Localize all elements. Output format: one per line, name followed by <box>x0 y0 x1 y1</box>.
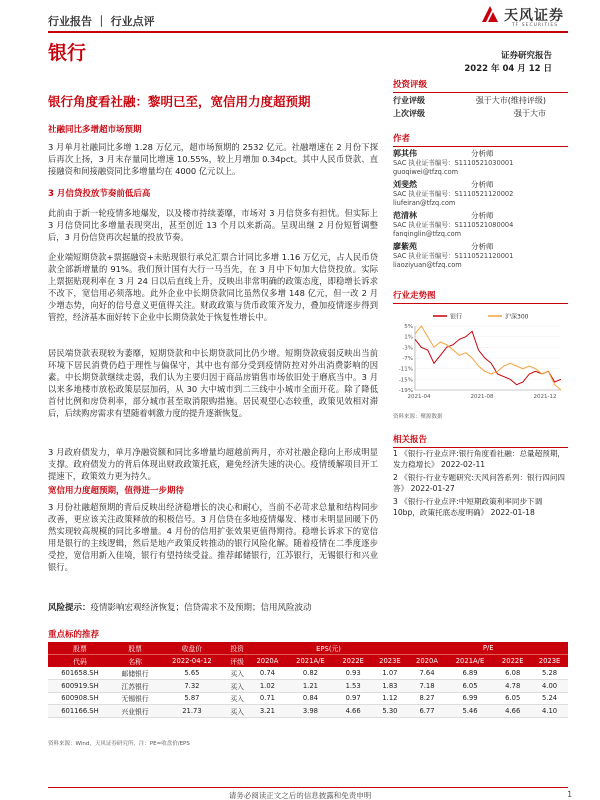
industry-trend-chart <box>393 310 568 405</box>
table-row <box>48 680 568 693</box>
rating-key: 上次评级 <box>393 109 425 118</box>
table-cell: 江苏银行 <box>112 680 158 693</box>
table-subheader: 2022E <box>335 655 372 668</box>
table-cell: 5.46 <box>446 705 495 718</box>
related-report-link[interactable]: 1 《银行-行业点评:银行角度看社融：总量超预期，发力稳增长》 2022-02-11 <box>393 449 566 469</box>
rating-value: 强于大市 <box>514 109 546 118</box>
table-cell: 5.65 <box>158 667 225 680</box>
paragraph: 此前由于新一轮疫情多地爆发，以及楼市持续萎靡，市场对 3 月信贷多有担忧。但实际上 3 月信贷同比多增量表现突出，甚至创近 13 个月以来新高。呈现出继 2 月份短暂调整后，3 月份信贷再次起量的投放节奏。 <box>48 208 378 243</box>
analyst-card <box>393 149 568 177</box>
analyst-cert: SAC 执业证书编号：S1110521120002 <box>393 190 514 198</box>
rating-row <box>393 108 568 120</box>
table-cell: 0.74 <box>249 667 286 680</box>
analyst-name: 范清林 <box>393 211 417 220</box>
chart-heading: 行业走势图 <box>393 289 568 304</box>
analyst-name: 刘斐然 <box>393 180 417 189</box>
analyst-card <box>393 211 568 239</box>
legend-label: 沪深300 <box>505 313 529 321</box>
y-tick-label: 5% <box>404 324 413 330</box>
table-subheader: 2021A/E <box>286 655 335 668</box>
table-cell: 4.10 <box>531 705 568 718</box>
table-cell: 6.77 <box>408 705 445 718</box>
x-tick-label: 2021-04 <box>407 394 431 400</box>
table-cell: 21.73 <box>158 705 225 718</box>
chart-source: 资料来源：聚源数据 <box>393 414 443 420</box>
y-tick-label: 1% <box>404 334 413 341</box>
rating-value: 强于大市(维持评级) <box>475 96 546 105</box>
analyst-role: 分析师 <box>471 242 494 251</box>
table-note: 资料来源：Wind，天风证券研究所，注：PE=收盘价/EPS <box>48 741 190 747</box>
table-subheader: 2020A <box>249 655 286 668</box>
logo-mark-icon <box>480 4 500 24</box>
table-cell: 4.66 <box>494 705 531 718</box>
analyst-card <box>393 180 568 208</box>
section-title: 宽信用力度超预期，值得进一步期待 <box>48 486 185 496</box>
x-tick-label: 2021-08 <box>470 394 494 400</box>
table-cell: 1.12 <box>372 692 409 705</box>
paragraph: 企业端短期贷款+票据融资+未贴现银行承兑汇票合计同比多增 1.16 万亿元，占人民币贷款全部新增量的 91%。我们预计国有大行一马当先，在 3 月中下旬加大信贷投放。实际上票据贴现利率在 3 月 24 日以后直线上升，反映出非常明确的政策态度，即稳增长诉求不改下，宽信用必须落地。此外企业中长期贷款同比虽然仅多增 148 亿元，但一改 2 月少增态势，向好的信号意义更值得关注。财政政策与货币政策齐发力，叠加疫情逐步得到管控，经济基本面好转下企业中长期贷款处于恢复性增长中。 <box>48 252 378 323</box>
table-header: 投资 <box>226 642 249 655</box>
table-cell: 601658.SH <box>48 667 112 680</box>
table-header: EPS(元) <box>249 642 409 655</box>
table-subheader: 2023E <box>531 655 568 668</box>
related-report-link[interactable]: 2 《银行-行业专题研究:天风问答系列：银行四问四答》 2022-01-27 <box>393 473 566 493</box>
table-row <box>48 705 568 718</box>
report-meta <box>464 50 552 75</box>
table-cell: 买入 <box>226 705 249 718</box>
x-tick-label: 2021-12 <box>533 394 557 400</box>
paragraph: 3 月份社融超预期的背后反映出经济稳增长的决心和耐心，当前不必苛求总量和结构同步改善，更应该关注政策释放的积极信号。3 月信贷在多地疫情爆发、楼市未明显回暖下仍然实现较高规模的同比多增量。4 月份的信用扩张效果更值得期待。稳增长诉求下的宽信用是银行的主线逻辑，然后是地产政策反转推动的银行风险化解。随着疫情在二季度逐步受控，宽信用新入佳境，银行有望持续受益。推荐邮储银行，江苏银行，无锡银行和兴业银行。 <box>48 502 378 573</box>
table-cell: 1.53 <box>335 680 372 693</box>
table-cell: 4.78 <box>494 680 531 693</box>
table-subheader: 2021A/E <box>446 655 495 668</box>
footer-disclaimer[interactable]: 请务必阅读正文之后的信息披露和免责申明 <box>228 791 372 800</box>
y-tick-label: -19% <box>398 388 413 394</box>
company-logo <box>480 4 570 30</box>
table-cell: 1.07 <box>372 667 409 680</box>
table-row <box>48 692 568 705</box>
risk-warning <box>48 601 378 613</box>
table-cell: 无锡银行 <box>112 692 158 705</box>
page-number: 1 <box>567 790 572 799</box>
industry-title: 银行 <box>48 42 87 64</box>
analyst-email[interactable]: liaoziyuan@tfzq.com <box>393 261 462 269</box>
table-cell: 买入 <box>226 692 249 705</box>
report-date: 2022 年 04 月 12 日 <box>464 63 552 74</box>
analyst-cert: SAC 执业证书编号：S1110521120001 <box>393 252 514 260</box>
table-subheader: 2020A <box>408 655 445 668</box>
table-cell: 7.18 <box>408 680 445 693</box>
table-title: 重点标的推荐 <box>48 630 100 640</box>
table-subheader-row <box>48 655 568 668</box>
section-title: 社融同比多增超市场预期 <box>48 125 142 135</box>
table-cell: 5.24 <box>531 692 568 705</box>
risk-text: 疫情影响宏观经济恢复；信贷需求不及预期；信用风险波动 <box>90 603 312 613</box>
paragraph: 居民端贷款表现较为萎靡，短期贷款和中长期贷款同比仍少增。短期贷款疲弱反映出当前环境下居民消费仍趋于理性与偏保守，其中也有部分受到疫情防控对外出消费影响的因素。中长期贷款继续走弱，我们认为主要归因于商品房销售市场依旧处于磨底当中。3 月以来多地楼市放松政策层层加码，从 30 大中城市到二三线中小城市全面开花。除了降低首付比例和房贷利率，部分城市甚至取消限购措施。居民观望心态较重，政策见效相对滞后，后续购房需求有望随着刺激力度的提升逐渐恢复。 <box>48 348 378 419</box>
table-cell: 6.89 <box>446 667 495 680</box>
report-headline: 银行角度看社融：黎明已至，宽信用力度超预期 <box>48 94 311 109</box>
footer-divider <box>48 787 568 788</box>
logo-text: 天风证券 <box>504 8 564 24</box>
table-header: 股票 <box>48 642 112 655</box>
table-subheader: 代码 <box>48 655 112 668</box>
table-subheader: 2022-04-12 <box>158 655 225 668</box>
paragraph: 3 月政府债发力，单月净融资额和同比多增量均超越前两月，亦对社融企稳向上形成明显支撑。政府债发力的背后体现出财政政策托底，避免经济失速的决心。疫情缓解项目开工提速下，政策效力更为持久。 <box>48 447 378 482</box>
table-subheader: 名称 <box>112 655 158 668</box>
report-kind: 证券研究报告 <box>500 51 552 61</box>
table-cell: 600908.SH <box>48 692 112 705</box>
logo-subtext: TF SECURITIES <box>512 23 559 28</box>
related-report-link[interactable]: 3 《银行-行业点评:中短期政策利率同步下调 10bp，政策托底态度明确》 2022-01-18 <box>393 497 543 517</box>
table-cell: 0.82 <box>286 667 335 680</box>
analyst-email[interactable]: fanqinglin@tfzq.com <box>393 230 462 238</box>
risk-label: 风险提示： <box>48 603 91 613</box>
analyst-role: 分析师 <box>471 211 494 220</box>
table-cell: 4.66 <box>335 705 372 718</box>
table-cell: 买入 <box>226 667 249 680</box>
related-heading: 相关报告 <box>393 433 568 448</box>
rating-row <box>393 95 568 107</box>
table-cell: 600919.SH <box>48 680 112 693</box>
table-cell: 7.32 <box>158 680 225 693</box>
table-cell: 买入 <box>226 680 249 693</box>
table-cell: 3.98 <box>286 705 335 718</box>
y-tick-label: -3% <box>402 345 413 352</box>
table-cell: 8.27 <box>408 692 445 705</box>
y-tick-label: -15% <box>398 377 413 384</box>
table-cell: 0.97 <box>335 692 372 705</box>
table-cell: 0.71 <box>249 692 286 705</box>
table-cell: 1.21 <box>286 680 335 693</box>
table-cell: 6.05 <box>446 680 495 693</box>
table-subheader: 2023E <box>372 655 409 668</box>
table-cell: 6.99 <box>446 692 495 705</box>
table-cell: 兴业银行 <box>112 705 158 718</box>
analyst-role: 分析师 <box>471 180 494 189</box>
analyst-role: 分析师 <box>471 149 494 158</box>
section-title: 3 月信贷投放节奏前低后高 <box>48 189 151 199</box>
legend-label: 银行 <box>450 313 463 321</box>
table-subheader: 2022E <box>494 655 531 668</box>
rating-key: 行业评级 <box>393 96 425 105</box>
table-cell: 7.64 <box>408 667 445 680</box>
analyst-email[interactable]: guoqiwei@tfzq.com <box>393 168 459 176</box>
table-cell: 0.84 <box>286 692 335 705</box>
table-header: P/E <box>408 642 568 655</box>
analyst-email[interactable]: liufeiran@tfzq.com <box>393 199 456 207</box>
y-tick-label: -11% <box>398 366 413 373</box>
table-header: 股票 <box>112 642 158 655</box>
table-cell: 601166.SH <box>48 705 112 718</box>
author-heading: 作者 <box>393 132 568 147</box>
report-type: 行业报告 ｜ 行业点评 <box>48 15 155 28</box>
y-tick-label: -7% <box>402 356 413 362</box>
analyst-name: 郭其伟 <box>393 149 417 158</box>
analyst-name: 廖紫苑 <box>393 242 417 251</box>
rating-heading: 投资评级 <box>393 78 568 93</box>
table-cell: 4.00 <box>531 680 568 693</box>
table-header-row <box>48 642 568 655</box>
table-subheader: 评级 <box>226 655 249 668</box>
analyst-cert: SAC 执业证书编号：S1110521030001 <box>393 159 514 167</box>
table-cell: 1.02 <box>249 680 286 693</box>
analyst-cert: SAC 执业证书编号：S1110521080004 <box>393 221 514 229</box>
table-cell: 5.28 <box>531 667 568 680</box>
table-cell: 5.87 <box>158 692 225 705</box>
table-cell: 5.30 <box>372 705 409 718</box>
table-cell: 6.05 <box>494 692 531 705</box>
header-divider <box>48 31 568 33</box>
table-row <box>48 667 568 680</box>
table-cell: 0.93 <box>335 667 372 680</box>
table-cell: 6.08 <box>494 667 531 680</box>
table-header: 收盘价 <box>158 642 225 655</box>
table-cell: 邮储银行 <box>112 667 158 680</box>
recommended-stocks-table <box>48 642 568 718</box>
table-cell: 1.83 <box>372 680 409 693</box>
analyst-card <box>393 242 568 270</box>
table-cell: 3.21 <box>249 705 286 718</box>
paragraph: 3 月单月社融同比多增 1.28 万亿元，超市场预期的 2532 亿元。社融增速在 2 月份下探后再次上扬，3 月末存量同比增速 10.55%，较上月增加 0.34pct。其中人民币贷款、直接融资和间接融资同比多增量均在 4000 亿元以上。 <box>48 142 378 177</box>
